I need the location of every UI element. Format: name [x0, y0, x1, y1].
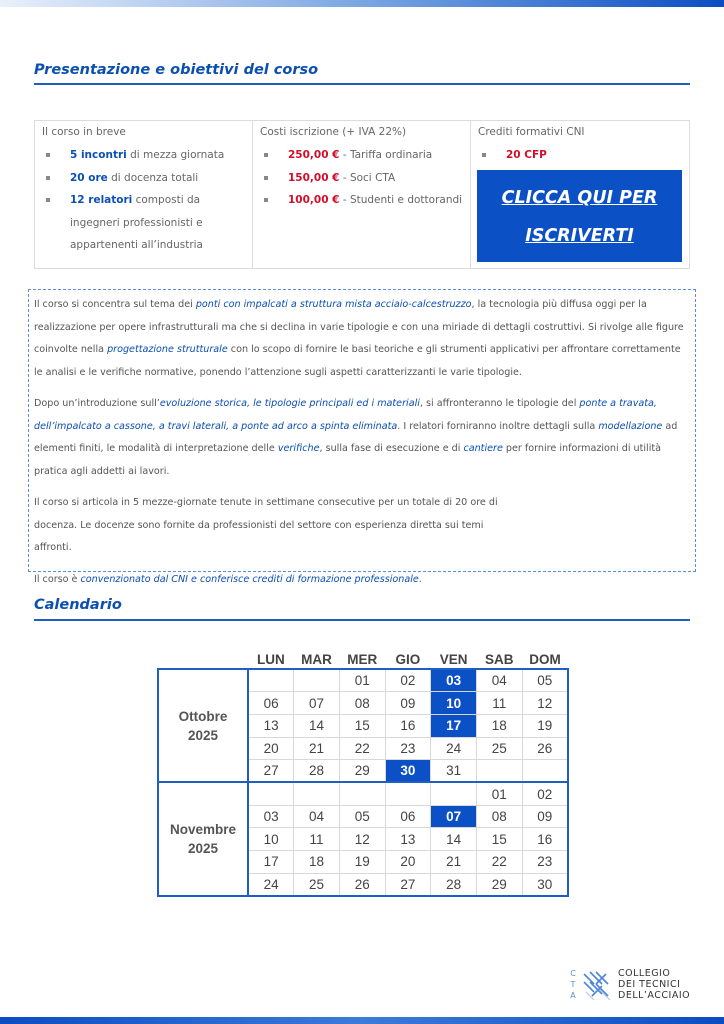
calendar-day: 03: [431, 669, 477, 692]
calendar-day: 26: [522, 737, 568, 760]
calendar-empty-cell: [248, 669, 294, 692]
course-summary-heading: Il corso in breve: [42, 126, 126, 138]
costs-list: [260, 144, 463, 212]
calendar-day: 17: [248, 851, 294, 874]
info-item-highlight: 20 CFP: [506, 149, 547, 161]
calendar-day: 20: [248, 737, 294, 760]
calendar-day: 16: [385, 714, 431, 737]
calendar-day: 03: [248, 805, 294, 828]
calendar-day: 06: [385, 805, 431, 828]
emphasis-text: evoluzione storica, le tipologie principali ed i materiali: [159, 398, 420, 409]
calendar-day: 31: [431, 760, 477, 783]
weekday-header: VEN: [439, 651, 468, 667]
register-button-line2: ISCRIVERTI: [525, 226, 634, 246]
calendar-day: 27: [385, 873, 431, 896]
info-item-highlight: 5 incontri: [70, 149, 127, 161]
weekday-header: DOM: [529, 651, 561, 667]
calendar-day: 08: [339, 692, 385, 715]
description-paragraph: Dopo un’introduzione sull’evoluzione storica, le tipologie principali ed i materiali, si affronteranno le tipologie del ponte a travata, dell’impalcato a cassone, a travi laterali, a ponte ad arco a spinta eliminata. I relatori forniranno inoltre dettagli sulla modellazione ad elementi finiti, le modalità di interpretazione delle verifiche, sulla fase di esecuzione e di cantiere per fornire informazioni di utilità pratica agli addetti ai lavori.: [34, 398, 678, 477]
calendar-empty-cell: [522, 760, 568, 783]
calendar-day: 24: [431, 737, 477, 760]
emphasis-text: ponti con impalcati a struttura mista acciaio-calcestruzzo: [195, 299, 472, 310]
calendar-day: 09: [522, 805, 568, 828]
calendar-day: 25: [476, 737, 522, 760]
emphasis-text: cantiere: [463, 443, 503, 454]
month-label: [158, 669, 248, 782]
calendar-day: 28: [294, 760, 340, 783]
calendar-day: 06: [248, 692, 294, 715]
register-button[interactable]: [477, 170, 682, 262]
info-item-highlight: 100,00 €: [288, 194, 340, 206]
calendar-day: 02: [385, 669, 431, 692]
info-list-item: 5 incontri di mezza giornata: [42, 144, 245, 167]
credits-column: [471, 121, 689, 268]
calendar-empty-cell: [385, 782, 431, 805]
calendar-day: 15: [339, 714, 385, 737]
costs-column: [253, 121, 471, 268]
calendar-day: 24: [248, 873, 294, 896]
calendar-day: 11: [476, 692, 522, 715]
calendar-day: 23: [522, 851, 568, 874]
section-divider: [34, 619, 690, 621]
info-list-item: [478, 144, 682, 167]
calendar-day: 17: [431, 714, 477, 737]
course-summary-list: [42, 144, 245, 257]
calendar-day: 14: [431, 828, 477, 851]
calendar-day: 11: [294, 828, 340, 851]
calendar-section-title: Calendario: [34, 597, 122, 613]
calendar-empty-cell: [431, 782, 477, 805]
info-item-highlight: 20 ore: [70, 171, 108, 184]
calendar-day: 13: [248, 714, 294, 737]
calendar-day: 22: [476, 851, 522, 874]
calendar-day: 15: [476, 828, 522, 851]
cta-logo: [566, 966, 706, 1006]
course-summary-column: [35, 121, 253, 268]
logo-letter: T: [570, 980, 576, 989]
info-list-item: 12 relatori composti da ingegneri professionisti e appartenenti all’industria: [42, 189, 245, 257]
calendar-day: 18: [476, 714, 522, 737]
calendar-day: 12: [339, 828, 385, 851]
info-list-item: 250,00 € - Tariffa ordinaria: [260, 144, 463, 167]
emphasis-text: convenzionato dal CNI e conferisce crediti di formazione professionale: [80, 573, 419, 585]
emphasis-text: ponte a travata, dell’impalcato a cassone, a travi laterali, a ponte ad arco a spinta eliminata: [34, 398, 657, 432]
calendar-day: 14: [294, 714, 340, 737]
weekday-header: MER: [347, 651, 378, 667]
calendar-day: 23: [385, 737, 431, 760]
calendar-day: 10: [431, 692, 477, 715]
course-description: [28, 289, 696, 585]
logo-text-line: COLLEGIO: [618, 968, 671, 979]
calendar-day: 04: [476, 669, 522, 692]
calendar-day: 30: [385, 760, 431, 783]
logo-mark-icon: [580, 968, 614, 1002]
logo-letter: A: [570, 991, 576, 1000]
course-info-table: [34, 120, 690, 269]
calendar-day: 25: [294, 873, 340, 896]
weekday-header: GIO: [395, 651, 421, 667]
calendar-day: 28: [431, 873, 477, 896]
calendar-day: 26: [339, 873, 385, 896]
calendar-day: 19: [339, 851, 385, 874]
info-list-item: 150,00 € - Soci CTA: [260, 167, 463, 190]
calendar-empty-cell: [339, 782, 385, 805]
calendar-day: 12: [522, 692, 568, 715]
calendar-day: 13: [385, 828, 431, 851]
calendar-day: 29: [339, 760, 385, 783]
info-list-item: 100,00 € - Studenti e dottorandi: [260, 189, 463, 212]
calendar-day: 10: [248, 828, 294, 851]
calendar-day: 20: [385, 851, 431, 874]
calendar-day: 01: [339, 669, 385, 692]
calendar-day: 04: [294, 805, 340, 828]
calendar-day: 05: [339, 805, 385, 828]
costs-heading: Costi iscrizione (+ IVA 22%): [260, 126, 407, 138]
logo-text-line: DEI TECNICI: [618, 979, 681, 990]
calendar-day: 18: [294, 851, 340, 874]
calendar-day: 09: [385, 692, 431, 715]
logo-letter: C: [570, 969, 576, 978]
month-label-line: Novembre: [169, 822, 237, 838]
emphasis-text: modellazione: [598, 420, 663, 432]
weekday-header: SAB: [485, 651, 514, 667]
calendar-day: 16: [522, 828, 568, 851]
section-divider: [34, 83, 690, 85]
credits-heading: Crediti formativi CNI: [478, 126, 585, 138]
emphasis-text: verifiche: [277, 443, 320, 454]
register-button-line1: CLICCA QUI PER: [501, 188, 658, 208]
description-paragraph: Il corso è convenzionato dal CNI e conferisce crediti di formazione professionale.: [34, 573, 422, 585]
emphasis-text: progettazione strutturale: [107, 344, 228, 355]
calendar-empty-cell: [248, 782, 294, 805]
calendar-day: 19: [522, 714, 568, 737]
top-gradient-bar: [0, 0, 724, 7]
calendar-empty-cell: [294, 782, 340, 805]
weekday-header: MAR: [301, 651, 332, 667]
info-item-highlight: 250,00 €: [288, 149, 340, 161]
weekday-header: LUN: [256, 651, 285, 667]
month-label-line: 2025: [187, 841, 219, 857]
logo-letters: [568, 968, 578, 1001]
month-label-line: Ottobre: [178, 708, 228, 724]
logo-text-line: DELL’ACCIAIO: [618, 990, 691, 1001]
calendar-day: 30: [522, 873, 568, 896]
calendar-empty-cell: [476, 760, 522, 783]
calendar-empty-cell: [294, 669, 340, 692]
calendar-day: 05: [522, 669, 568, 692]
month-label: [158, 782, 248, 895]
calendar-day: 07: [294, 692, 340, 715]
presentation-section-title: Presentazione e obiettivi del corso: [34, 62, 319, 78]
description-paragraph: Il corso si concentra sul tema dei ponti con impalcati a struttura mista acciaio-calcestruzzo, la tecnologia più diffusa oggi per la realizzazione per opere infrastrutturali ma che si declina in varie tipologie e con una miriade di dettagli costruttivi. Si rivolge alle figure coinvolte nella progettazione strutturale con lo scopo di fornire le basi teoriche e gli strumenti applicativi per affrontare correttamente le analisi e le verifiche normative, ponendo l’attenzione sugli aspetti caratterizzanti le varie tipologie.: [34, 299, 684, 378]
course-calendar: [157, 650, 569, 897]
calendar-day: 27: [248, 760, 294, 783]
info-item-highlight: 12 relatori: [70, 194, 133, 206]
month-label-line: 2025: [187, 727, 219, 743]
calendar-day: 07: [431, 805, 477, 828]
calendar-day: 22: [339, 737, 385, 760]
logo-wordmark: [618, 968, 690, 1001]
calendar-day: 29: [476, 873, 522, 896]
calendar-day: 21: [431, 851, 477, 874]
info-item-highlight: 150,00 €: [288, 171, 340, 184]
credits-list: [478, 144, 682, 167]
calendar-day: 08: [476, 805, 522, 828]
calendar-day: 02: [522, 782, 568, 805]
description-paragraph: Il corso si articola in 5 mezze-giornate tenute in settimane consecutive per un totale di 20 ore di docenza. Le docenze sono fornite da professionisti del settore con esperienza diretta sui temi affronti.: [34, 497, 498, 553]
calendar-corner: [158, 650, 248, 669]
info-list-item: 20 ore di docenza totali: [42, 167, 245, 190]
bottom-gradient-bar: [0, 1017, 724, 1024]
calendar-day: 01: [476, 782, 522, 805]
calendar-day: 21: [294, 737, 340, 760]
